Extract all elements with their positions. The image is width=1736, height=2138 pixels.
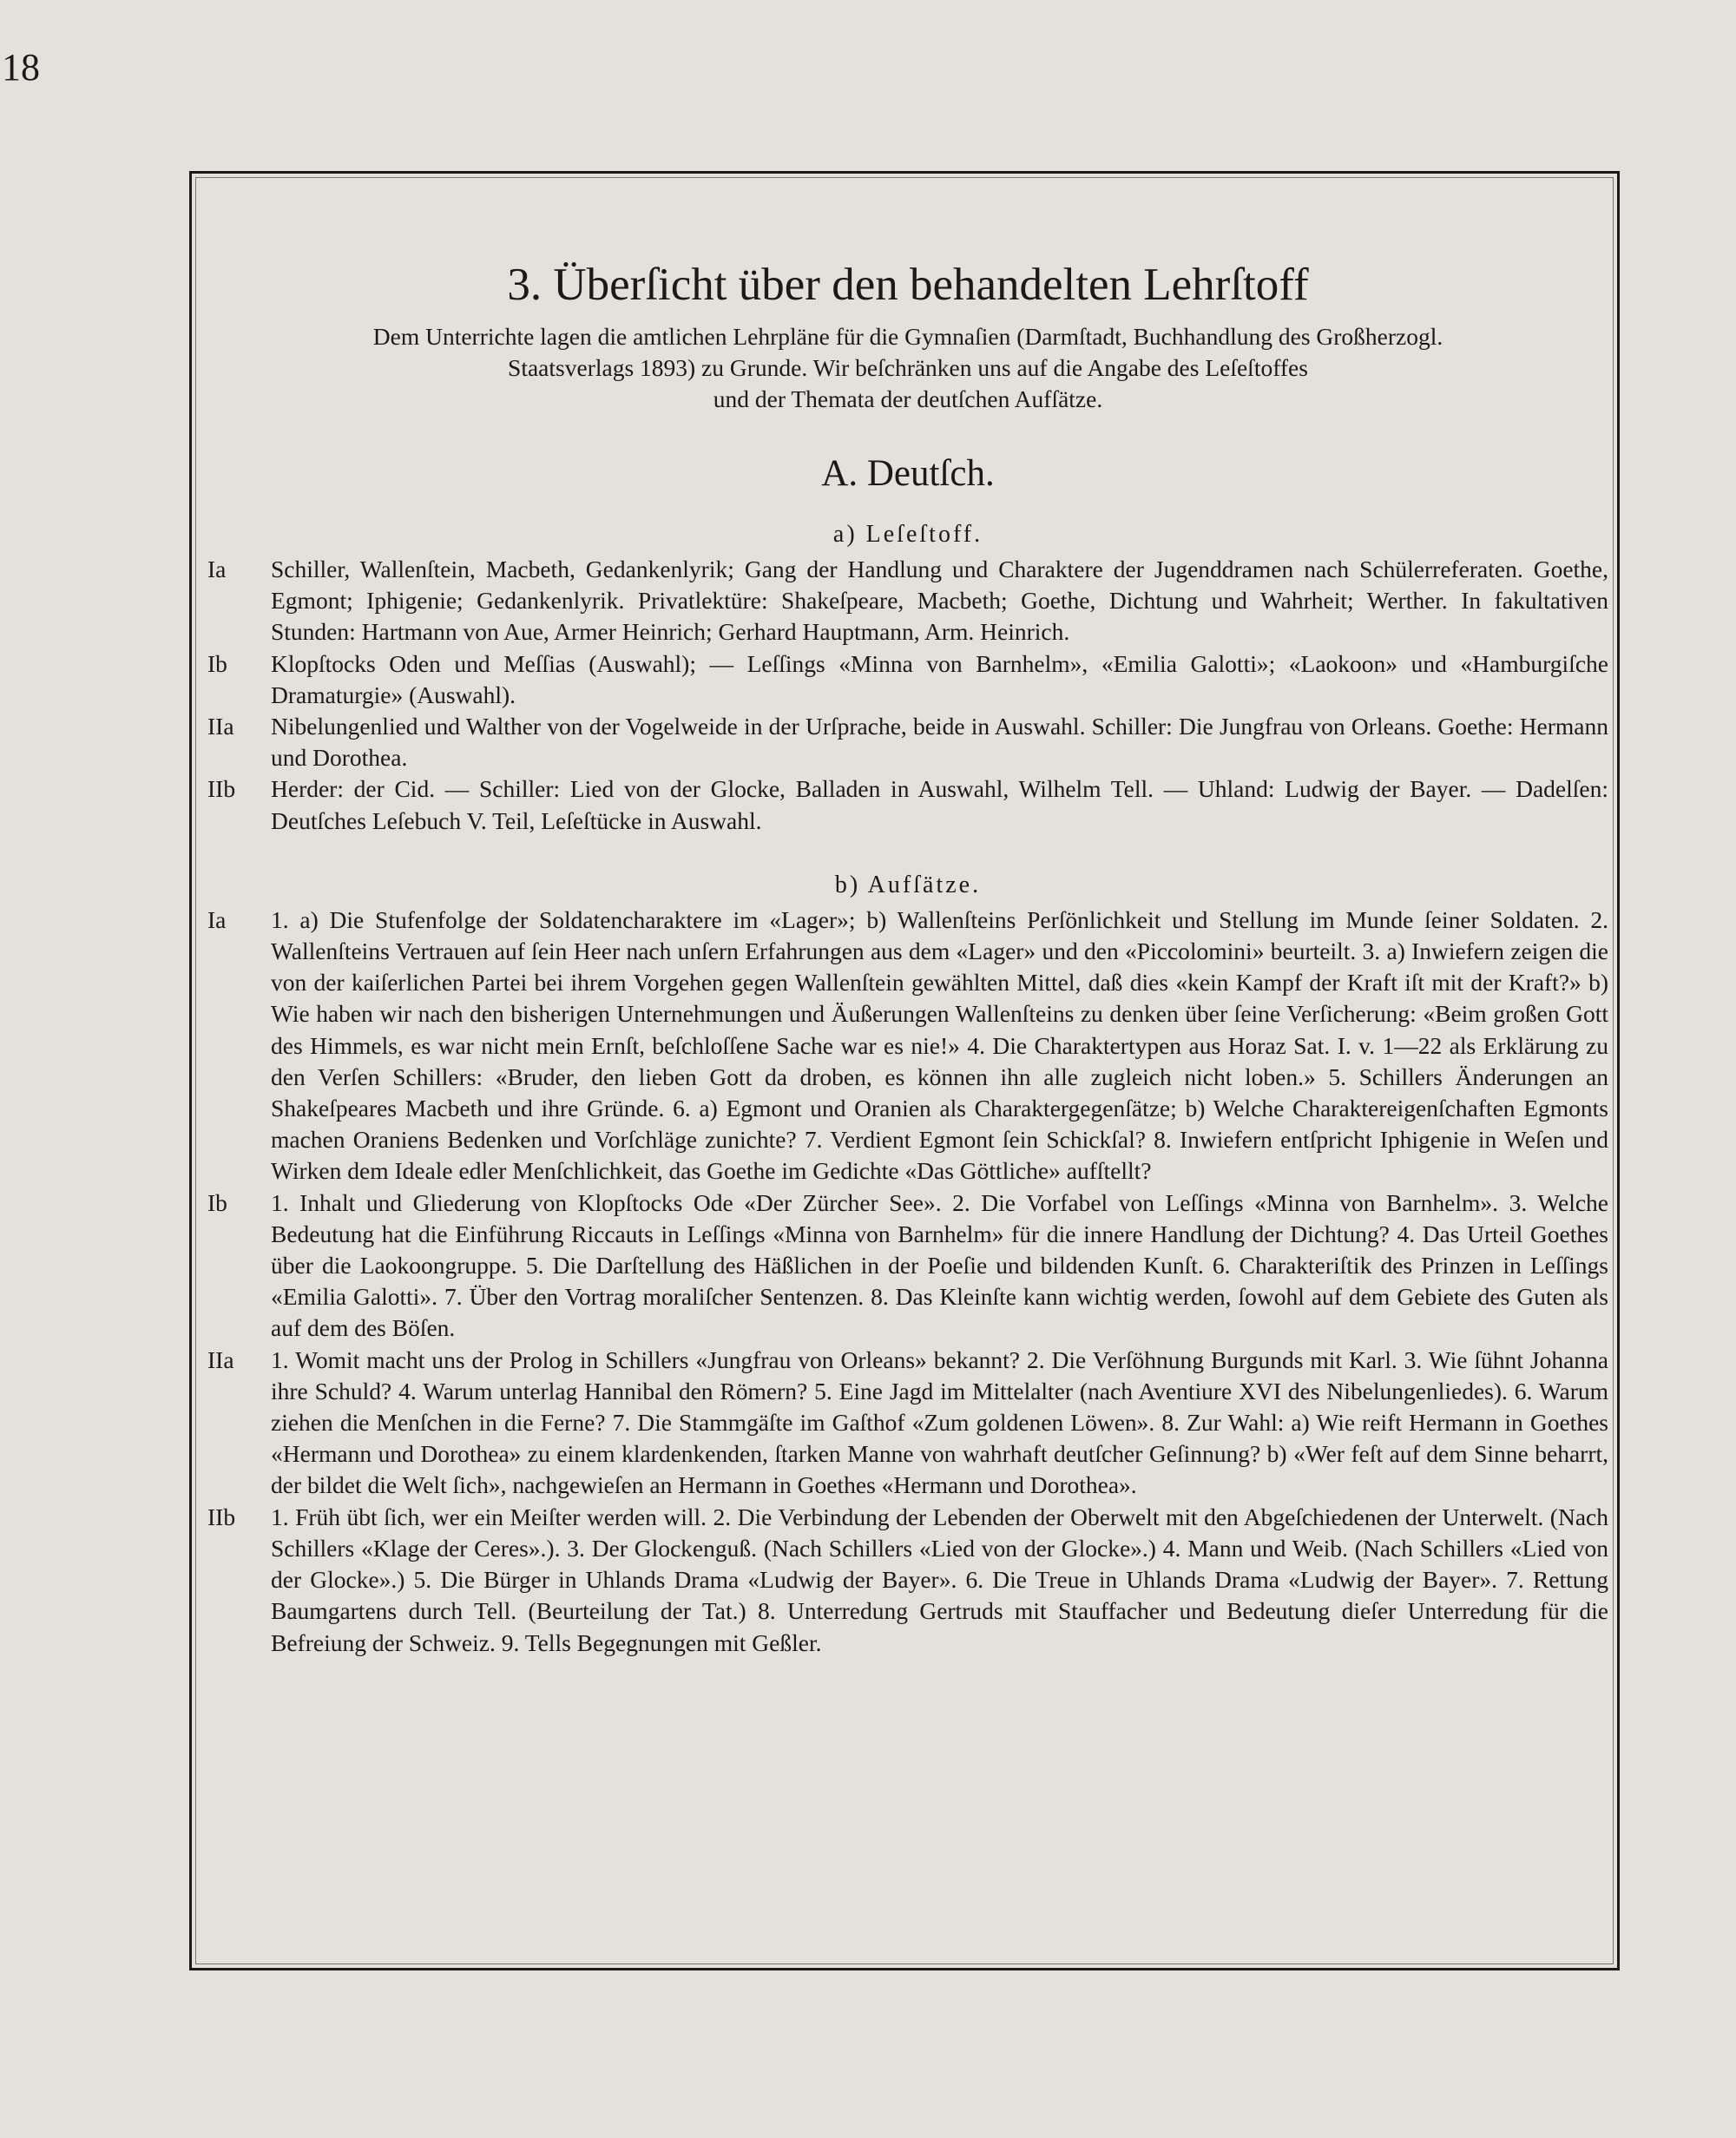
reading-entry: [207, 648, 1608, 711]
intro-line: und der Themata der deutſchen Aufſätze.: [713, 385, 1103, 412]
subsection-title-aufsaetze: b) Aufſätze.: [834, 871, 982, 898]
class-label: Ib: [207, 649, 227, 677]
content-frame: [189, 171, 1620, 1970]
reading-entry: [207, 773, 1608, 836]
chapter-title: 3. Überſicht über den behandelten Lehrſtoff: [507, 260, 1309, 310]
class-label: Ia: [207, 556, 227, 582]
entry-text: Nibelungenlied und Walther von der Vogelweide in der Urſprache, beide in Auswahl. Schiller: Die Jungfrau von Orleans. Goethe: Hermann und Dorothea.: [271, 713, 1608, 772]
class-label: IIa: [207, 1345, 234, 1373]
class-label: IIb: [207, 775, 236, 803]
intro-line: Dem Unterrichte lagen die amtlichen Lehrpläne für die Gymnaſien (Darmſtadt, Buchhandlung des Großherzogl.: [372, 323, 1443, 350]
intro-line: Staatsverlags 1893) zu Grunde. Wir beſchränken uns auf die Angabe des Leſeſtoffes: [508, 354, 1308, 381]
subsection-title-lesestoff: a) Leſeſtoff.: [832, 521, 983, 548]
class-label: IIb: [207, 1503, 236, 1530]
essay-entry: [207, 1345, 1608, 1502]
page-number: 18: [2, 46, 40, 89]
entry-text: Schiller, Wallenſtein, Macbeth, Gedankenlyrik; Gang der Handlung und Charaktere der Jugenddramen nach Schülerreferaten. Goethe, Egmont; Iphigenie; Gedankenlyrik. Privatlektüre: Shakeſpeare, Macbeth; Goethe, Dichtung und Wahrheit; Werther. In fakultativen Stunden: Hartmann von Aue, Armer Heinrich; Gerhard Hauptmann, Arm. Heinrich.: [271, 556, 1608, 646]
entry-text: 1. Womit macht uns der Prolog in Schillers «Jungfrau von Orleans» bekannt? 2. Die Verſöhnung Burgunds mit Karl. 3. Wie ſühnt Johanna ihre Schuld? 4. Warum unterlag Hannibal den Römern? 5. Eine Jagd im Mittelalter (nach Aventiure XVI des Nibelungenliedes). 6. Warum ziehen die Menſchen in die Ferne? 7. Die Stammgäſte im Gaſthof «Zum goldenen Löwen». 8. Zur Wahl: a) Wie reift Hermann in Goethes «Hermann und Dorothea» zu einem klardenkenden, ſtarken Manne von wahrhaft deutſcher Geſinnung? b) «Wer feſt auf dem Sinne beharrt, der bildet die Welt ſich», nachgewieſen an Hermann in Goethes «Hermann und Dorothea».: [271, 1345, 1608, 1499]
section-title-deutsch: A. Deutſch.: [821, 453, 995, 494]
entry-text: 1. a) Die Stufenfolge der Soldatencharaktere im «Lager»; b) Wallenſteins Perſönlichkeit und Stellung im Munde ſeiner Soldaten. 2. Wallenſteins Vertrauen auf ſein Heer nach unſern Erfahrungen aus dem «Lager» und den «Piccolomini» beurteilt. 3. a) Inwiefern zeigen die von der kaiſerlichen Partei bei ihrem Vorgehen gegen Wallenſtein gewählten Mittel, daß dies «kein Kampf der Kraft iſt mit der Kraft?» b) Wie haben wir nach den bisherigen Unternehmungen und Äußerungen Wallenſteins zu denken über ſeine Verſicherung: «Beim großen Gott des Himmels, es war nicht mein Ernſt, beſchloſſene Sache war es nie!» 4. Die Charaktertypen aus Horaz Sat. I. v. 1—22 als Erklärung zu den Verſen Schillers: «Bruder, den lieben Gott da droben, es können ihn alle zugleich nicht loben.» 5. Schillers Änderungen an Shakeſpeares Macbeth und ihre Gründe. 6. a) Egmont und Oranien als Charaktergegenſätze; b) Welche Charaktereigenſchaften Egmonts machen Oraniens Bedenken und Vorſchläge zunichte? 7. Verdient Egmont ſein Schickſal? 8. Inwiefern entſpricht Iphigenie in Weſen und Wirken dem Ideale edler Menſchlichkeit, das Goethe im Gedichte «Das Göttliche» aufſtellt?: [271, 905, 1608, 1185]
entry-text: Herder: der Cid. — Schiller: Lied von der Glocke, Balladen in Auswahl, Wilhelm Tell. — Uhland: Ludwig der Bayer. — Dadelſen: Deutſches Leſebuch V. Teil, Leſeſtücke in Auswahl.: [271, 775, 1608, 834]
essay-entry: [207, 905, 1608, 1187]
essay-entry: [207, 1502, 1608, 1659]
entry-text: 1. Früh übt ſich, wer ein Meiſter werden will. 2. Die Verbindung der Lebenden der Oberwelt mit den Abgeſchiedenen der Unterwelt. (Nach Schillers «Klage der Ceres».). 3. Der Glockenguß. (Nach Schillers «Lied von der Glocke».) 4. Mann und Weib. (Nach Schillers «Lied von der Glocke».) 5. Die Bürger in Uhlands Drama «Ludwig der Bayer». 6. Die Treue in Uhlands Drama «Ludwig der Bayer». 7. Rettung Baumgartens durch Tell. (Beurteilung der Tat.) 8. Unterredung Gertruds mit Stauffacher und Bedeutung dieſer Unterredung für die Befreiung der Schweiz. 9. Tells Begegnungen mit Geßler.: [271, 1503, 1608, 1656]
reading-entry: [207, 554, 1608, 648]
entry-text: 1. Inhalt und Gliederung von Klopſtocks Ode «Der Zürcher See». 2. Die Vorfabel von Leſſings «Minna von Barnhelm». 3. Welche Bedeutung hat die Einführung Riccauts in Leſſings «Minna von Barnhelm» für die innere Handlung der Dichtung? 4. Das Urteil Goethes über die Laokoongruppe. 5. Die Darſtellung des Häßlichen in der Poeſie und bildenden Kunſt. 6. Charakteriſtik des Prinzen in Leſſings «Emilia Galotti». 7. Über den Vortrag moraliſcher Sentenzen. 8. Das Kleinſte kann wichtig werden, ſowohl auf dem Gebiete des Guten als auf dem des Böſen.: [271, 1188, 1608, 1342]
essay-entry: [207, 1187, 1608, 1345]
class-label: IIa: [207, 713, 234, 740]
reading-entry: [207, 711, 1608, 773]
class-label: Ia: [207, 905, 227, 933]
class-label: Ib: [207, 1188, 227, 1216]
intro-paragraph: [207, 321, 1608, 415]
entry-text: Klopſtocks Oden und Meſſias (Auswahl); — Leſſings «Minna von Barnhelm», «Emilia Galotti»; «Laokoon» und «Hamburgiſche Dramaturgie» (Auswahl).: [271, 649, 1608, 708]
